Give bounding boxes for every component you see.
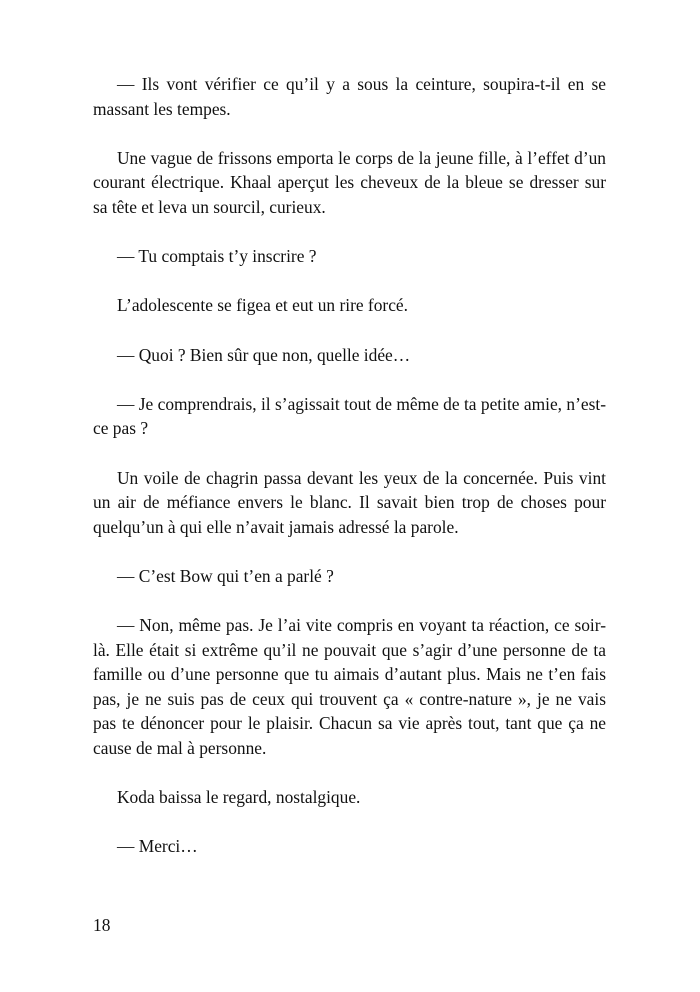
- page-number: 18: [93, 915, 111, 935]
- dialogue-line: — C’est Bow qui t’en a parlé ?: [117, 565, 334, 586]
- paragraph: Koda baissa le regard, nostalgique.: [117, 787, 361, 808]
- dialogue-line: — Tu comptais t’y inscrire ?: [117, 246, 317, 267]
- paragraph: Un voile de chagrin passa devant les yeux de la concernée. Puis vint un air de méfiance envers le blanc. Il savait bien trop de choses pour quelqu’un à qui elle n’avait jamais adressé la parole.: [93, 467, 606, 537]
- paragraph: Une vague de frissons emporta le corps de la jeune fille, à l’effet d’un courant électrique. Khaal aperçut les cheveux de la bleue se dresser sur sa tête et leva un sourcil, curieux.: [93, 147, 606, 217]
- page-body: [93, 72, 606, 884]
- dialogue-line: — Quoi ? Bien sûr que non, quelle idée…: [117, 344, 411, 365]
- paragraph: L’adolescente se figea et eut un rire forcé.: [117, 295, 408, 316]
- dialogue-line: — Non, même pas. Je l’ai vite compris en voyant ta réaction, ce soir-là. Elle était si extrême qu’il ne pouvait que s’agir d’une personne de ta famille ou d’une personne que tu aimais d’autant plus. Mais ne t’en fais pas, je ne suis pas de ceux qui trouvent ça « contre-nature », je ne vais pas te dénoncer pour le plaisir. Chacun sa vie après tout, tant que ça ne cause de mal à personne.: [93, 615, 606, 759]
- paragraph: — Ils vont vérifier ce qu’il y a sous la ceinture, soupira-t-il en se massant les tempes.: [93, 74, 606, 119]
- dialogue-line: — Je comprendrais, il s’agissait tout de même de ta petite amie, n’est-ce pas ?: [93, 393, 606, 439]
- dialogue-line: — Merci…: [117, 836, 198, 857]
